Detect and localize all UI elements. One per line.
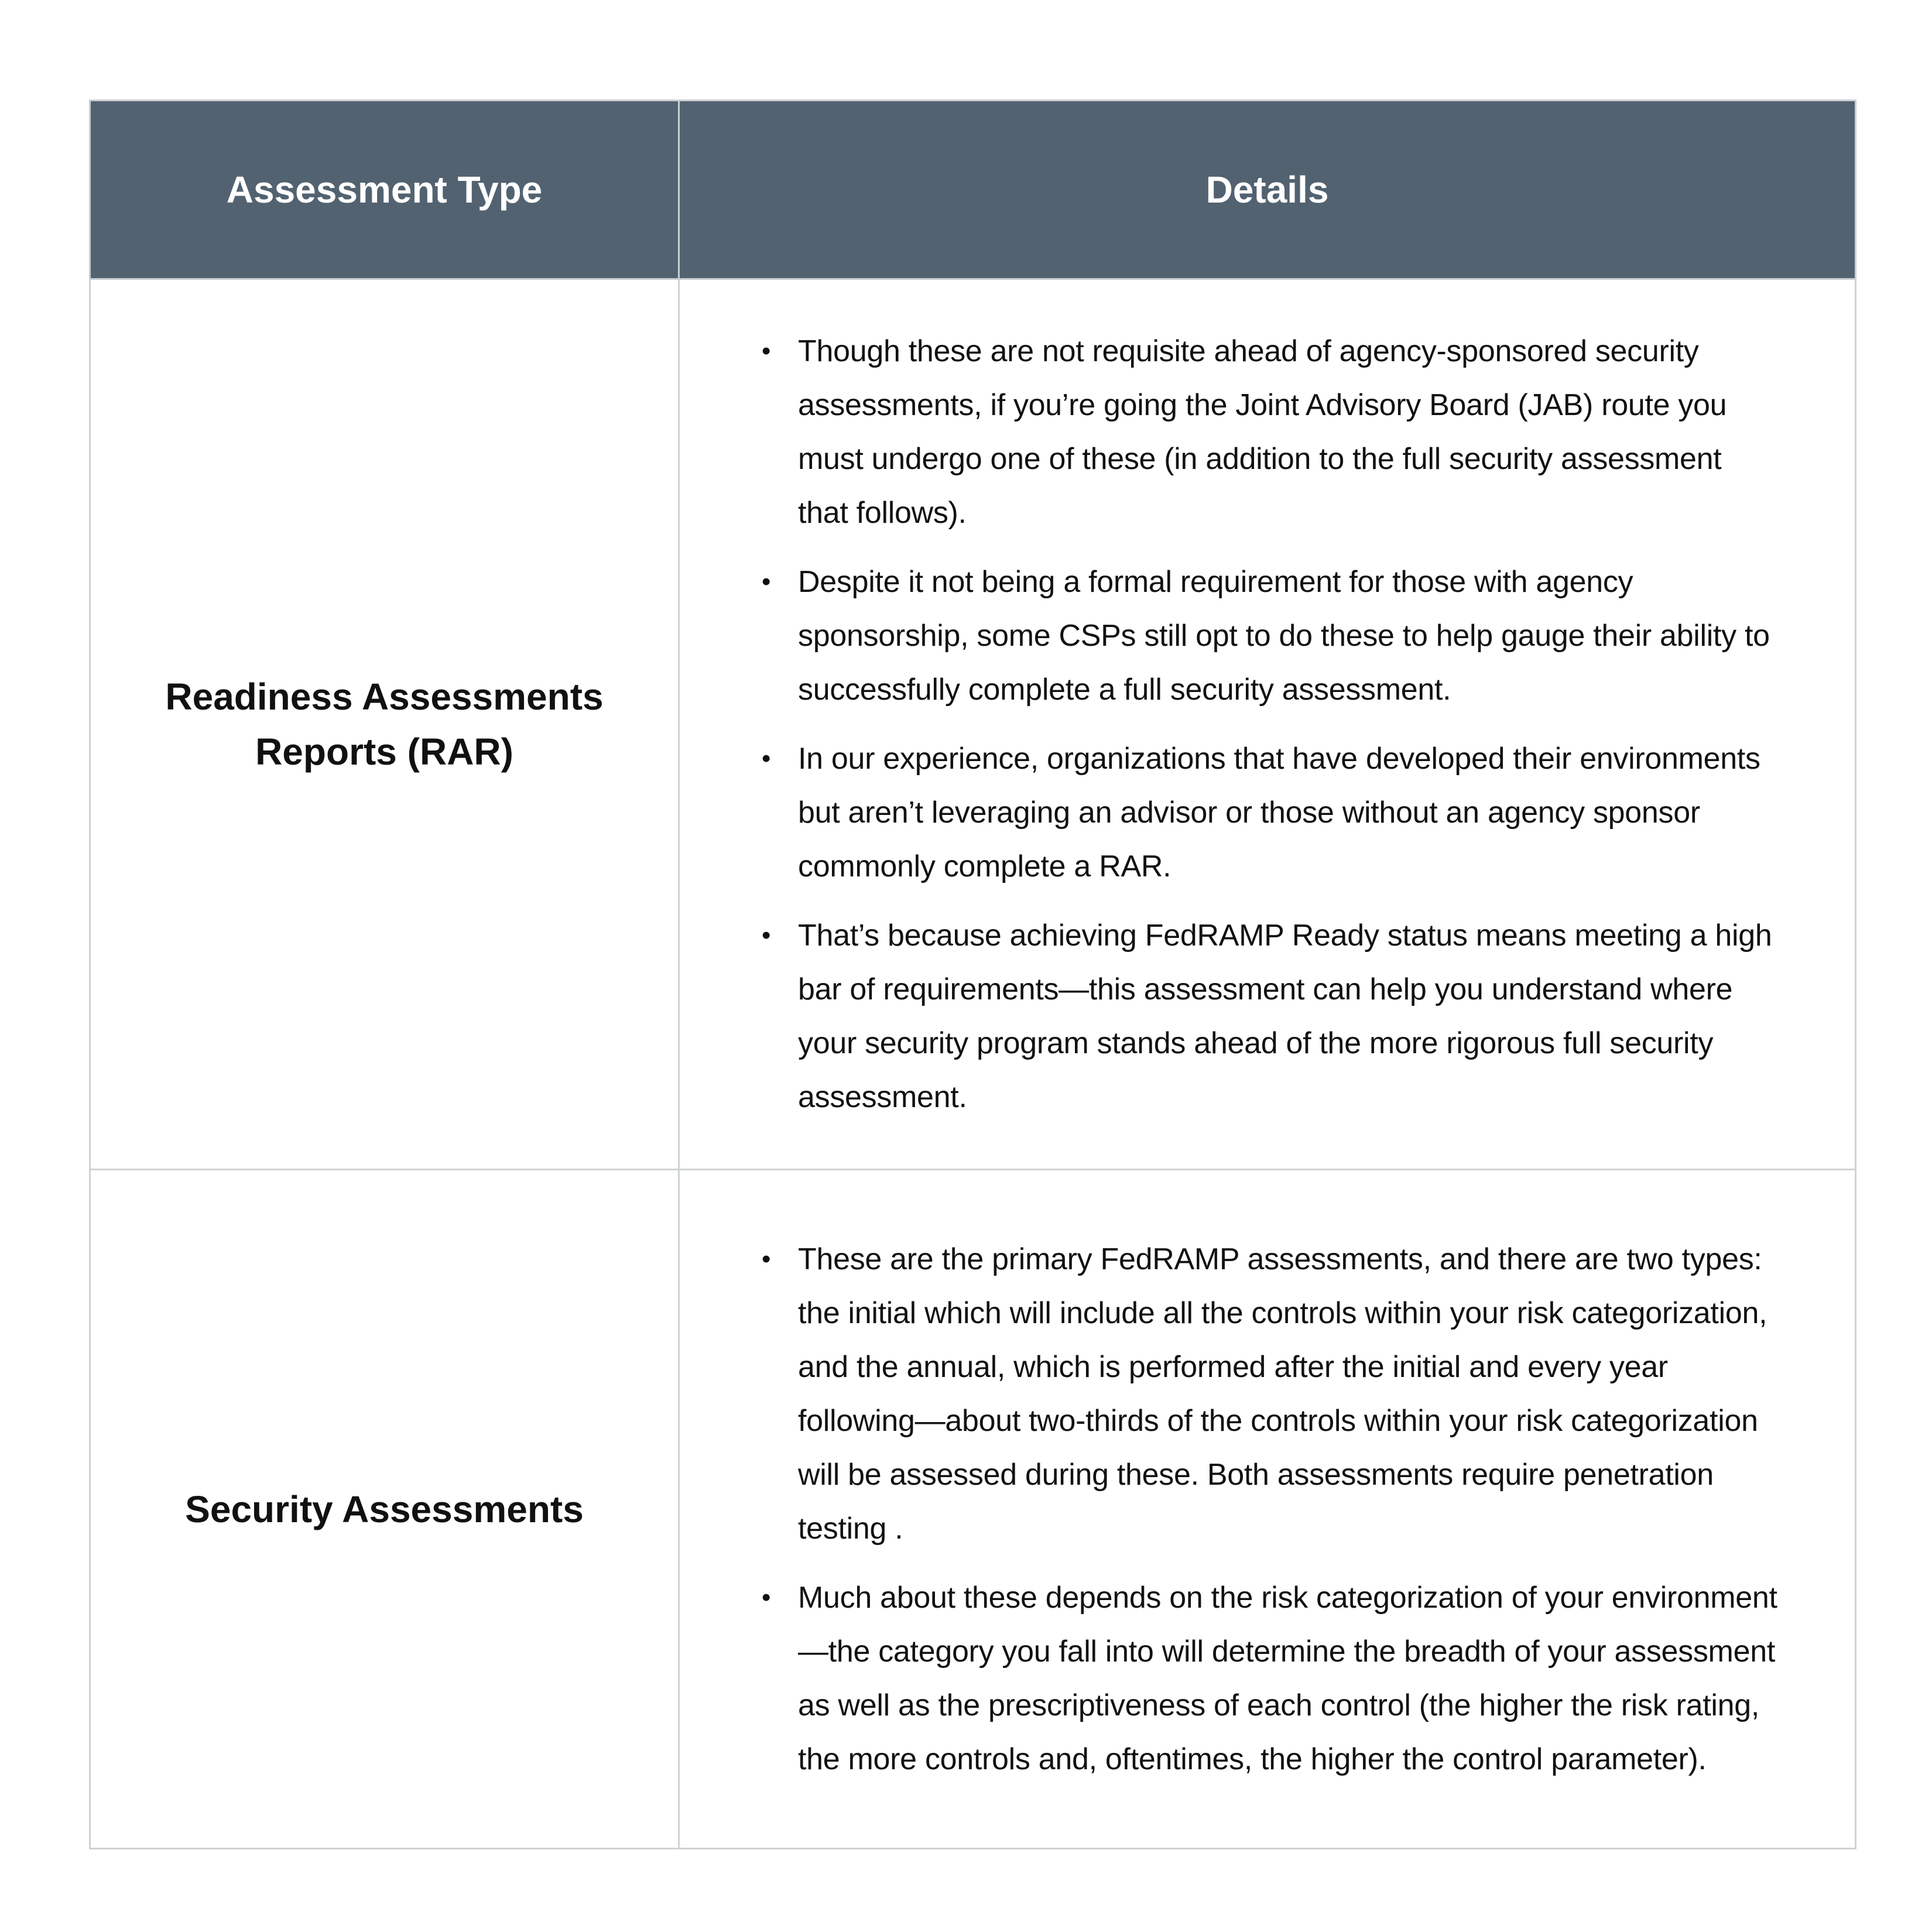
header-assessment-type: Assessment Type: [90, 101, 679, 279]
table-row-readiness-assessments: [90, 279, 1856, 1170]
details-cell: [679, 279, 1856, 1170]
bullet-item: • That’s because achieving FedRAMP Ready status means meeting a high bar of requirements—this assessment can help you understand where your security program stands ahead of the more rigorous full security assessment.: [798, 909, 1779, 1124]
bullet-item: • These are the primary FedRAMP assessments, and there are two types: the initial which will include all the controls within your risk categorization, and the annual, which is performed after the initial and every year following—about two-thirds of the controls within your risk categorization will be assessed during these. Both assessments require penetration testing .: [798, 1232, 1779, 1556]
bullet-item: • Though these are not requisite ahead of agency-sponsored security assessments, if you’re going the Joint Advisory Board (JAB) route you must undergo one of these (in addition to the full security assessment that follows).: [798, 324, 1779, 540]
details-bullet-list: [762, 324, 1779, 1124]
assessment-table: [89, 100, 1856, 1849]
bullet-item: • In our experience, organizations that have developed their environments but aren’t leveraging an advisor or those without an agency sponsor commonly complete a RAR.: [798, 732, 1779, 893]
bullet-item: • Despite it not being a formal requirement for those with agency sponsorship, some CSPs still opt to do these to help gauge their ability to successfully complete a full security assessment.: [798, 555, 1779, 717]
assessment-type-cell: Security Assessments: [90, 1170, 679, 1849]
table-row-security-assessments: [90, 1170, 1856, 1849]
table-body: [90, 279, 1856, 1849]
header-row: [90, 101, 1856, 279]
header-details: Details: [679, 101, 1856, 279]
assessment-type-cell: Readiness Assessments Reports (RAR): [90, 279, 679, 1170]
details-cell: [679, 1170, 1856, 1849]
table-header: [90, 101, 1856, 279]
bullet-item: • Much about these depends on the risk categorization of your environment—the category you fall into will determine the breadth of your assessment as well as the prescriptiveness of each control (the higher the risk rating, the more controls and, oftentimes, the higher the control parameter).: [798, 1571, 1779, 1786]
details-bullet-list: [762, 1232, 1779, 1786]
